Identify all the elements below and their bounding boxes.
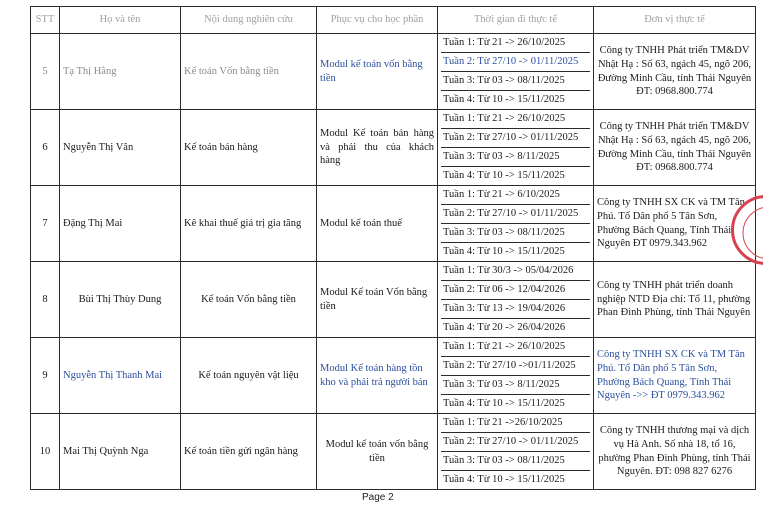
header-stt: STT (31, 7, 60, 34)
week-line: Tuần 1: Từ 21 -> 26/10/2025 (441, 34, 590, 53)
row-stt: 7 (31, 186, 60, 262)
week-line: Tuần 1: Từ 21 -> 6/10/2025 (441, 186, 590, 205)
week-line: Tuần 4: Từ 10 -> 15/11/2025 (443, 398, 565, 409)
header-module: Phục vụ cho học phần (317, 7, 438, 34)
header-time: Thời gian đi thực tế (438, 7, 594, 34)
row-stt: 10 (31, 414, 60, 490)
week-line: Tuần 1: Từ 21 -> 26/10/2025 (441, 338, 590, 357)
internship-table (30, 6, 756, 490)
row-stt: 8 (31, 262, 60, 338)
week-line: Tuần 2: Từ 27/10 -> 01/11/2025 (441, 53, 590, 72)
week-line: Tuần 2: Từ 27/10 -> 01/11/2025 (441, 205, 590, 224)
row-weeks (438, 110, 594, 186)
row-weeks (438, 262, 594, 338)
table-header-row (31, 7, 756, 34)
row-content: Kê khai thuế giá trị gia tăng (181, 186, 317, 262)
row-unit: Công ty TNHH phát triển doanh nghiệp NTD Địa chỉ: Tổ 11, phường Phan Đình Phùng, tỉnh Thái Nguyên (594, 262, 756, 338)
week-line: Tuần 4: Từ 20 -> 26/04/2026 (443, 322, 566, 333)
row-name: Nguyễn Thị Thanh Mai (60, 338, 181, 414)
row-content: Kế toán bán hàng (181, 110, 317, 186)
page-number: Page 2 (362, 492, 394, 503)
row-content: Kế toán nguyên vật liệu (181, 338, 317, 414)
row-module: Modul Kế toán bán hàng và phải thu của khách hàng (317, 110, 438, 186)
header-name: Họ và tên (60, 7, 181, 34)
row-content: Kế toán tiền gửi ngân hàng (181, 414, 317, 490)
row-weeks (438, 186, 594, 262)
week-line: Tuần 3: Từ 03 -> 08/11/2025 (441, 452, 590, 471)
week-line: Tuần 3: Từ 03 -> 08/11/2025 (441, 224, 590, 243)
row-weeks (438, 414, 594, 490)
row-stt: 6 (31, 110, 60, 186)
week-line: Tuần 4: Từ 10 -> 15/11/2025 (443, 474, 565, 485)
header-content: Nội dung nghiên cứu (181, 7, 317, 34)
table-row (31, 34, 756, 110)
row-content: Kế toán Vốn bằng tiền (181, 34, 317, 110)
week-line: Tuần 2: Từ 06 -> 12/04/2026 (441, 281, 590, 300)
row-unit: Công ty TNHH Phát triển TM&DV Nhật Hạ : Số 63, ngách 45, ngõ 206, Đường Minh Cầu, tỉnh Thái Nguyên ĐT: 0968.800.774 (594, 34, 756, 110)
week-line: Tuần 2: Từ 27/10 -> 01/11/2025 (441, 129, 590, 148)
week-line: Tuần 3: Từ 13 -> 19/04/2026 (441, 300, 590, 319)
week-line: Tuần 2: Từ 27/10 ->01/11/2025 (441, 357, 590, 376)
table-row (31, 262, 756, 338)
table-row (31, 414, 756, 490)
row-module: Modul Kế toán Vốn bằng tiền (317, 262, 438, 338)
week-line: Tuần 4: Từ 10 -> 15/11/2025 (443, 246, 565, 257)
table-row (31, 338, 756, 414)
red-seal-stamp (731, 195, 763, 265)
table-row (31, 186, 756, 262)
week-line: Tuần 4: Từ 10 -> 15/11/2025 (443, 94, 565, 105)
row-unit: Công ty TNHH SX CK và TM Tân Phú. Tổ Dân phố 5 Tân Sơn, Phường Bách Quang, Tỉnh Thái Nguyên ->> ĐT 0979.343.962 (594, 338, 756, 414)
row-unit: Công ty TNHH Phát triển TM&DV Nhật Hạ : Số 63, ngách 45, ngõ 206, Đường Minh Cầu, tỉnh Thái Nguyên ĐT: 0968.800.774 (594, 110, 756, 186)
week-line: Tuần 4: Từ 10 -> 15/11/2025 (443, 170, 565, 181)
row-name: Nguyễn Thị Vân (60, 110, 181, 186)
row-module: Modul kế toán vốn bằng tiền (317, 414, 438, 490)
week-line: Tuần 2: Từ 27/10 -> 01/11/2025 (441, 433, 590, 452)
row-stt: 9 (31, 338, 60, 414)
week-line: Tuần 3: Từ 03 -> 8/11/2025 (441, 376, 590, 395)
row-name: Đặng Thị Mai (60, 186, 181, 262)
header-unit: Đơn vị thực tế (594, 7, 756, 34)
row-module: Modul kế toán vốn bằng tiền (317, 34, 438, 110)
row-unit: Công ty TNHH thương mại và dịch vụ Hà Anh. Số nhà 18, tổ 16, phường Phan Đình Phùng, tỉnh Thái Nguyên. ĐT: 098 827 6276 (594, 414, 756, 490)
row-module: Modul kế toán thuế (317, 186, 438, 262)
stamp-ring-icon (734, 198, 763, 268)
row-weeks (438, 338, 594, 414)
week-line: Tuần 1: Từ 30/3 -> 05/04/2026 (441, 262, 590, 281)
row-content: Kế toán Vốn bằng tiền (181, 262, 317, 338)
week-line: Tuần 1: Từ 21 ->26/10/2025 (441, 414, 590, 433)
row-name: Mai Thị Quỳnh Nga (60, 414, 181, 490)
week-line: Tuần 1: Từ 21 -> 26/10/2025 (441, 110, 590, 129)
row-stt: 5 (31, 34, 60, 110)
row-name: Bùi Thị Thùy Dung (60, 262, 181, 338)
row-module: Modul Kế toán hàng tồn kho và phải trả người bán (317, 338, 438, 414)
row-weeks (438, 34, 594, 110)
week-line: Tuần 3: Từ 03 -> 08/11/2025 (441, 72, 590, 91)
table-row (31, 110, 756, 186)
week-line: Tuần 3: Từ 03 -> 8/11/2025 (441, 148, 590, 167)
row-name: Tạ Thị Hằng (60, 34, 181, 110)
row-unit: Công ty TNHH SX CK và TM Tân Phú. Tổ Dân phố 5 Tân Sơn, Phường Bách Quang, Tỉnh Thái Nguyên ĐT 0979.343.962 (594, 186, 756, 262)
